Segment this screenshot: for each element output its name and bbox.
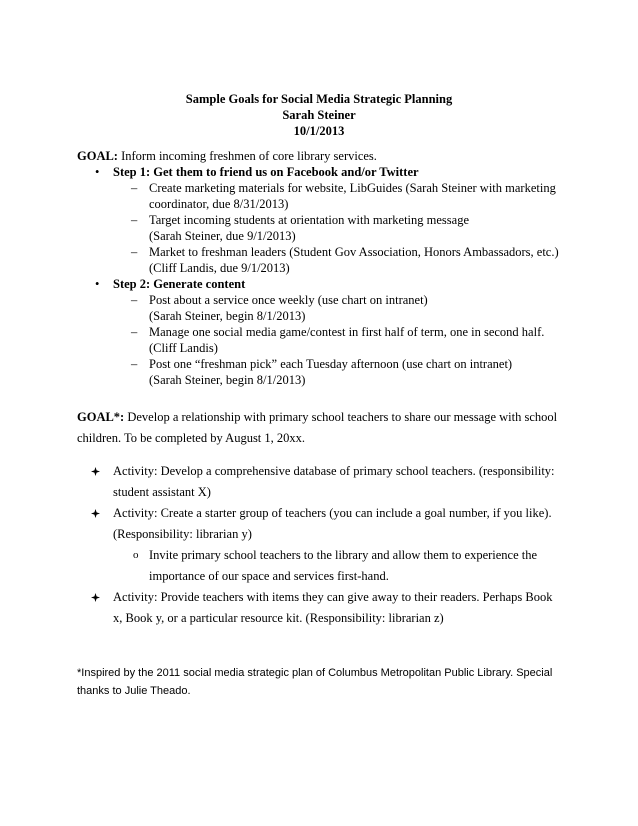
step2-item3-dash: –: [131, 357, 138, 371]
step2-item3-line2: (Sarah Steiner, begin 8/1/2013): [149, 373, 306, 387]
step1-item1-line1: Create marketing materials for website, LibGuides (Sarah Steiner with marketing: [149, 181, 556, 195]
step1-item2-line2: (Sarah Steiner, due 9/1/2013): [149, 229, 296, 243]
sub-bullet-circle: o: [133, 549, 139, 561]
document-date: 10/1/2013: [293, 124, 345, 138]
footnote-line2: thanks to Julie Theado.: [77, 685, 191, 697]
activity1-line1: Activity: Develop a comprehensive database of primary school teachers. (responsibility:: [113, 464, 555, 478]
star-bullet-icon: [91, 593, 100, 602]
step1-bullet: •: [95, 165, 100, 179]
step1-item3-line1: Market to freshman leaders (Student Gov Association, Honors Ambassadors, etc.): [149, 245, 559, 259]
activity3-line1: Activity: Provide teachers with items they can give away to their readers. Perhaps Book: [113, 590, 553, 604]
step2-item3-line1: Post one “freshman pick” each Tuesday afternoon (use chart on intranet): [149, 357, 513, 371]
step1-item2-dash: –: [131, 213, 138, 227]
sub-item-line1: Invite primary school teachers to the library and allow them to experience the: [149, 548, 538, 562]
step1-item1-dash: –: [131, 181, 138, 195]
step1-item3-line2: (Cliff Landis, due 9/1/2013): [149, 261, 290, 275]
step2-item2-dash: –: [131, 325, 138, 339]
activity3-line2: x, Book y, or a particular resource kit. (Responsibility: librarian z): [113, 611, 444, 625]
step1-item1-line2: coordinator, due 8/31/2013): [149, 197, 289, 211]
step2-bullet: •: [95, 277, 100, 291]
step1-item3-dash: –: [131, 245, 138, 259]
activity1-line2: student assistant X): [113, 485, 211, 499]
step2-item1-line1: Post about a service once weekly (use chart on intranet): [149, 293, 428, 307]
goal2-label: GOAL*:: [77, 410, 125, 424]
activity2-line2: (Responsibility: librarian y): [113, 527, 252, 541]
goal2-text: Develop a relationship with primary school teachers to share our message with school: [124, 410, 558, 424]
step2-text: Step 2: Generate content: [113, 277, 246, 291]
step2-item1-line2: (Sarah Steiner, begin 8/1/2013): [149, 309, 306, 323]
document-author: Sarah Steiner: [282, 108, 356, 122]
goal2-line2: children. To be completed by August 1, 20xx.: [77, 431, 306, 445]
step1-item2-line1: Target incoming students at orientation with marketing message: [149, 213, 470, 227]
goal1-text: Inform incoming freshmen of core library services.: [117, 149, 377, 163]
goal1-label: GOAL:: [77, 149, 118, 163]
goal2-line1: [77, 409, 557, 425]
step2-item2-line2: (Cliff Landis): [149, 341, 218, 355]
star-bullet-icon: [91, 467, 100, 476]
footnote-line1: *Inspired by the 2011 social media strategic plan of Columbus Metropolitan Public Library. Special: [77, 667, 553, 679]
star-bullet-icon: [91, 509, 100, 518]
activity2-line1: Activity: Create a starter group of teachers (you can include a goal number, if you like).: [113, 506, 552, 520]
step1-text: Step 1: Get them to friend us on Facebook and/or Twitter: [113, 165, 419, 179]
goal1-line: [77, 148, 377, 164]
document-title: Sample Goals for Social Media Strategic Planning: [185, 92, 453, 106]
step2-item1-dash: –: [131, 293, 138, 307]
sub-item-line2: importance of our space and services first-hand.: [149, 569, 389, 583]
step2-item2-line1: Manage one social media game/contest in first half of term, one in second half.: [149, 325, 545, 339]
